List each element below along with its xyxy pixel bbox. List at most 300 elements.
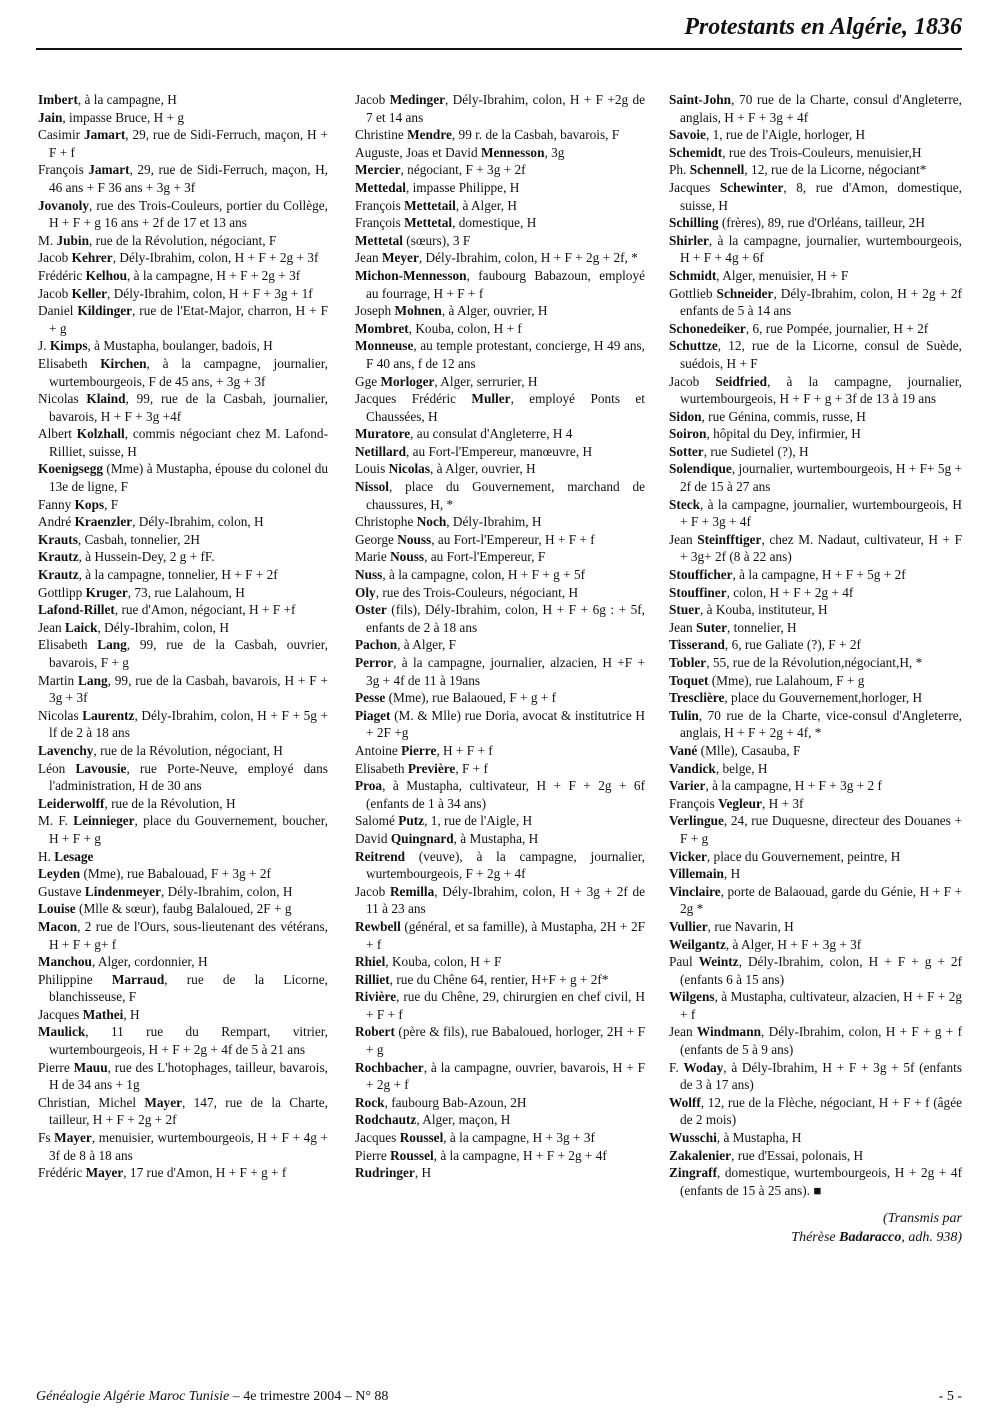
entry-surname: Leiderwolff — [38, 795, 105, 811]
entry-surname: Imbert — [38, 92, 78, 107]
entry-surname: Savoie — [669, 127, 706, 143]
entry — [38, 971, 328, 1006]
entry-details: , rue de la Révolution, négociant, F — [89, 232, 277, 248]
entry-surname: Steinfftiger — [697, 531, 762, 547]
entry-surname: Mombret — [355, 320, 409, 336]
entry-surname: Woday — [683, 1059, 724, 1075]
entry-details: , H — [123, 1006, 140, 1022]
entry — [669, 760, 962, 778]
entry-details: , 1, rue de l'Aigle, horloger, H — [705, 127, 866, 143]
entry-details: , 2 rue de l'Ours, sous-lieutenant des vétérans, H + F + g+ f — [49, 918, 328, 952]
entry-surname: Krauts — [38, 531, 78, 547]
entry-details: , à la campagne, H — [77, 92, 177, 107]
entry-surname: Stouffiner — [669, 584, 727, 600]
entry-surname: Putz — [398, 813, 425, 829]
entry-details: , impasse Philippe, H — [405, 179, 520, 195]
entry-details: , à Mustapha, cultivateur, H + F + 2g + 6f (enfants de 1 à 34 ans) — [366, 778, 645, 811]
entry — [669, 672, 962, 690]
entry-given-name: Jacob — [355, 883, 390, 899]
entry-details: , rue d'Essai, polonais, H — [731, 1147, 864, 1163]
entry — [355, 214, 645, 232]
entry-given-name: M. F. — [38, 813, 74, 829]
entry-given-name: Christophe — [355, 514, 417, 530]
entry — [669, 936, 962, 954]
entry — [38, 1164, 328, 1182]
entry — [38, 355, 328, 390]
entry-surname: Soiron — [669, 426, 707, 442]
entry-details: , chez M. Nadaut, cultivateur, H + F + 3g+ 2f (8 à 22 ans) — [680, 531, 962, 565]
entry-surname: Rock — [355, 1094, 385, 1110]
entry — [669, 1129, 962, 1147]
entry-surname: Nicolas — [388, 461, 430, 477]
entry-details: , à la campagne, H + 3g + 3f — [443, 1130, 595, 1146]
entry-details: , rue de la Révolution, H — [104, 795, 236, 811]
entry-details: , rue Sudietel (?), H — [703, 443, 809, 459]
column-1 — [38, 91, 328, 1182]
entry-details: , au consulat d'Angleterre, H 4 — [410, 426, 573, 442]
entry-surname: Rodchautz — [355, 1112, 417, 1128]
entry — [38, 795, 328, 813]
entry-details: , au temple protestant, concierge, H 49 ans, F 40 ans, f de 12 ans — [366, 338, 645, 371]
entry-surname: Kimps — [49, 338, 88, 354]
entry — [669, 320, 962, 338]
entry-surname: Sotter — [669, 443, 704, 459]
entry-details: , 99 r. de la Casbah, bavarois, F — [451, 127, 620, 143]
entry-surname: Monneuse — [355, 338, 414, 354]
entry-given-name: Antoine — [355, 742, 402, 758]
entry-surname: Leyden — [38, 866, 81, 882]
entry-given-name: Pierre — [38, 1059, 74, 1075]
entry-details: , rue des Trois-Couleurs, menuisier,H — [722, 144, 922, 160]
entry-given-name: Casimir — [38, 127, 84, 143]
entry-details: , F — [104, 496, 119, 512]
entry — [38, 267, 328, 285]
entry-surname: Stoufficher — [669, 567, 733, 583]
entry — [669, 285, 962, 320]
page-header-title: Protestants en Algérie, 1836 — [684, 14, 962, 40]
entry-details: , menuisier, wurtembourgeois, H + F + 4g + 3f de 8 à 18 ans — [49, 1130, 328, 1163]
entry-given-name: Jacques — [669, 179, 720, 195]
entry-given-name: Ph. — [669, 162, 690, 178]
entry-given-name: Jacques — [38, 1006, 83, 1022]
entry-details: , 17 rue d'Amon, H + F + g + f — [123, 1165, 287, 1181]
entry — [38, 285, 328, 303]
entry-given-name: Louis — [355, 461, 389, 477]
entry-given-name: Marie — [355, 549, 391, 565]
entry-surname: Robert — [355, 1024, 395, 1040]
entry-given-name: Frédéric — [38, 1165, 86, 1181]
entry-surname: Shirler — [669, 232, 709, 248]
entry — [355, 988, 645, 1023]
entry-surname: Mettedal — [355, 179, 406, 195]
entry-surname: Mendre — [407, 127, 452, 143]
entry-details: , 3g — [544, 144, 565, 160]
entry-surname: Rhiel — [355, 954, 386, 970]
entry — [355, 566, 645, 584]
entry — [669, 443, 962, 461]
entry-details: , rue des L'hotophages, tailleur, bavarois, H de 34 ans + 1g — [49, 1059, 329, 1093]
entry-details: , à Dély-Ibrahim, H + F + 3g + 5f (enfants de 3 à 17 ans) — [680, 1059, 962, 1093]
entry-surname: Mennesson — [480, 144, 545, 160]
entry-given-name: Frédéric — [38, 267, 86, 283]
entry-surname: Schuttze — [669, 338, 718, 354]
column-3 — [669, 91, 962, 1247]
entry — [669, 337, 962, 372]
entry-details: , à la campagne, journalier, wurtembourgeois, H + F + 3g + 4f — [680, 496, 962, 530]
entry — [355, 302, 645, 320]
credit-name: Badaracco — [839, 1230, 902, 1246]
entry-surname: Mettetal — [404, 215, 453, 231]
entry-surname: Steck — [669, 496, 701, 512]
entry-details: (Mme) à Mustapha, épouse du colonel du 13e de ligne, F — [49, 461, 328, 495]
entry-surname: Mayer — [54, 1130, 92, 1146]
entry-details: , Dély-Ibrahim, colon, H + F + g + 2f (enfants 6 à 15 ans) — [680, 954, 962, 987]
entry-details: , H + F + f — [436, 742, 493, 758]
credit-pre: Thérèse — [791, 1230, 840, 1246]
entry-given-name: Joseph — [355, 303, 395, 319]
entry-details: , rue des Trois-Couleurs, négociant, H — [375, 584, 579, 600]
entry — [669, 267, 962, 285]
entry-details: , 99, rue de la Casbah, bavarois, H + F + 3g + 3f — [49, 672, 328, 706]
entry-given-name: Nicolas — [38, 391, 87, 407]
entry-given-name: Nicolas — [38, 707, 83, 723]
entry-surname: Verlingue — [669, 813, 724, 829]
entry — [669, 496, 962, 531]
entry-details: , porte de Balaouad, garde du Génie, H + F + 2g * — [680, 883, 962, 917]
entry-surname: Rewbell — [355, 918, 401, 934]
entry-surname: Laurentz — [82, 707, 135, 723]
entry-surname: Kops — [74, 496, 105, 512]
credit-line-2 — [669, 1228, 962, 1247]
entry-surname: Windmann — [696, 1024, 761, 1040]
footer-citation — [36, 1389, 388, 1405]
entry-details: (fils), Dély-Ibrahim, colon, H + F + 6g : + 5f, enfants de 2 à 18 ans — [366, 602, 645, 635]
entry-details: , 55, rue de la Révolution,négociant,H, * — [706, 655, 923, 670]
entry-surname: Schmidt — [669, 267, 717, 283]
entry-details: , Dély-Ibrahim, colon, H — [97, 619, 229, 635]
entry-details: , 6, rue Pompée, journalier, H + 2f — [745, 320, 929, 336]
entry-surname: Wilgens — [669, 989, 715, 1005]
entry — [38, 1094, 328, 1129]
entry — [38, 760, 328, 795]
entry — [355, 848, 645, 883]
entry-details: , place du Gouvernement, peintre, H — [706, 848, 901, 864]
entry-details: , à Alger, H + F + 3g + 3f — [725, 936, 862, 952]
entry-surname: Vullier — [669, 918, 708, 934]
entry-given-name: M. — [38, 232, 57, 248]
entry-details: , négociant, F + 3g + 2f — [400, 162, 526, 178]
entry-surname: Pesse — [355, 690, 386, 706]
entry-surname: Pierre — [401, 742, 437, 758]
entry-surname: Lafond-Rillet — [38, 602, 115, 618]
entry — [669, 601, 962, 619]
entry-surname: Vané — [669, 742, 698, 758]
entry-details: , au Fort-l'Empereur, manœuvre, H — [405, 443, 593, 459]
entry-surname: Jubin — [56, 232, 90, 248]
entry-given-name: George — [355, 531, 398, 547]
entry-details: (Mme), rue Babalouad, F + 3g + 2f — [80, 866, 271, 882]
column-2 — [355, 91, 645, 1182]
entry — [38, 1006, 328, 1024]
entry — [669, 654, 962, 672]
entry-details: , Dély-Ibrahim, colon, H — [161, 883, 293, 899]
entry — [355, 161, 645, 179]
entry-details: , à Alger, H — [455, 197, 517, 213]
entry — [38, 390, 328, 425]
entry — [669, 179, 962, 214]
entry — [355, 460, 645, 478]
entry-details: , 24, rue Duquesne, directeur des Douanes + F + g — [680, 813, 962, 846]
entry — [355, 742, 645, 760]
entry-details: , rue de la Licorne, blanchisseuse, F — [49, 971, 328, 1005]
entry-surname: Lesage — [54, 848, 94, 864]
entry-details: , rue Génina, commis, russe, H — [701, 408, 866, 424]
entry-details: , à Alger, F — [397, 637, 457, 653]
entry — [355, 1129, 645, 1147]
entry-given-name: Jacob — [38, 250, 72, 266]
entry-details: , F + f — [455, 760, 488, 776]
entry-surname: Krautz — [38, 549, 79, 565]
entry — [355, 126, 645, 144]
entry-surname: Rivière — [355, 989, 397, 1005]
entry-details: , Dély-Ibrahim, colon, H + 3g + 2f de 11 à 23 ans — [366, 883, 646, 917]
entry-surname: Oster — [355, 602, 387, 618]
entry-given-name: H. — [38, 848, 55, 864]
entry-surname: Netillard — [355, 443, 406, 459]
entry — [38, 513, 328, 531]
entry-details: , 8, rue d'Amon, domestique, suisse, H — [680, 179, 962, 213]
entry-given-name: Jacob — [355, 92, 390, 107]
entry-details: , 147, rue de la Charte, tailleur, H + F + 2g + 2f — [49, 1094, 329, 1128]
entry-surname: Schewinter — [719, 179, 784, 195]
entry — [355, 1023, 645, 1058]
entry-details: , Dély-Ibrahim, colon, H + F + 5g + lf de 2 à 18 ans — [49, 707, 328, 741]
entry — [669, 795, 962, 813]
entry-details: , à Alger, ouvrier, H — [430, 461, 536, 477]
entry-details: , 29, rue de Sidi-Ferruch, maçon, H, 46 ans + F 36 ans + 3g + 3f — [49, 162, 328, 195]
entry-given-name: F. — [669, 1059, 684, 1075]
entry-given-name: Jean — [669, 531, 698, 547]
entry — [355, 707, 645, 742]
entry-given-name: Paul — [669, 954, 699, 970]
entry-surname: Kraenzler — [74, 514, 133, 530]
entry-details: , commis négociant chez M. Lafond-Rilliet, suisse, H — [49, 426, 328, 459]
footer-issue: – 4e trimestre 2004 – N° 88 — [229, 1389, 389, 1404]
entry — [355, 584, 645, 602]
entry — [669, 865, 962, 883]
entry-surname: Sidon — [669, 408, 702, 424]
entry-given-name: Christine — [355, 127, 408, 143]
page-number: - 5 - — [938, 1389, 962, 1404]
entry-surname: Lavenchy — [38, 742, 94, 758]
entry-given-name: Pierre — [355, 1147, 391, 1163]
entry-details: , Dély-Ibrahim, colon, H + F + 3g + 1f — [107, 285, 313, 301]
entry — [669, 953, 962, 988]
entry-surname: Rilliet — [355, 971, 390, 987]
entry-surname: Zingraff — [669, 1165, 718, 1181]
entry-details: , 73, rue Lalahoum, H — [127, 584, 245, 600]
entry-details: , à la campagne, H + F + 3g + 2 f — [705, 778, 882, 794]
entry-surname: Toquet — [669, 672, 709, 688]
entry-details: , rue de la Révolution, négociant, H — [93, 742, 283, 758]
entry-given-name: Christian, Michel — [38, 1094, 145, 1110]
entry-details: , 99, rue de la Casbah, ouvrier, bavarois, F + g — [49, 637, 328, 670]
entry-details: , employé Ponts et Chaussées, H — [366, 391, 645, 424]
entry-surname: Tisserand — [669, 637, 725, 653]
entry-details: , au Fort-l'Empereur, H + F + f — [431, 531, 595, 547]
entry-given-name: Jacob — [38, 285, 72, 301]
entry-given-name: François — [355, 197, 405, 213]
entry-surname: Vandick — [669, 760, 716, 776]
entry — [38, 425, 328, 460]
entry — [355, 760, 645, 778]
entry — [355, 267, 645, 302]
entry — [669, 636, 962, 654]
entry-surname: Vicker — [669, 848, 707, 864]
entry-details: , à la campagne, tonnelier, H + F + 2f — [78, 567, 278, 583]
entry — [355, 232, 645, 250]
entry-details: , rue Porte-Neuve, employé dans l'administration, H de 30 ans — [49, 760, 328, 794]
entry-details: , Kouba, colon, H + f — [408, 320, 522, 336]
entry — [669, 988, 962, 1023]
entry-details: , 6, rue Galiate (?), F + 2f — [724, 637, 861, 653]
entry — [355, 777, 645, 812]
entry — [669, 460, 962, 495]
entry-surname: Roussel — [390, 1147, 434, 1163]
entry — [38, 232, 328, 250]
entry-details: , à Mustapha, cultivateur, alzacien, H + F + 2g + f — [680, 989, 962, 1022]
entry-given-name: François — [669, 795, 719, 811]
entry — [669, 1023, 962, 1058]
entry-surname: Vinclaire — [669, 883, 721, 899]
entry-surname: Mettetal — [355, 232, 403, 248]
entry-surname: Mettetail — [404, 197, 456, 213]
entry-details: , tonnelier, H — [726, 619, 797, 635]
credit-block — [669, 1209, 962, 1247]
entry-given-name: Jacob — [669, 373, 716, 389]
entry — [355, 601, 645, 636]
entry — [38, 566, 328, 584]
entry-surname: Mayer — [144, 1094, 183, 1110]
entry — [355, 443, 645, 461]
entry-given-name: Albert — [38, 426, 77, 442]
entry-details: , à Kouba, instituteur, H — [700, 602, 828, 618]
entry-surname: Mayer — [85, 1165, 124, 1181]
entry — [669, 373, 962, 408]
entry-surname: Jamart — [83, 127, 126, 143]
entry-surname: Kirchen — [100, 355, 147, 371]
entry-given-name: Martin — [38, 672, 79, 688]
entry — [355, 320, 645, 338]
entry-surname: Lavousie — [75, 760, 127, 776]
entry-surname: Kelhou — [85, 267, 128, 283]
entry-surname: Louise — [38, 901, 76, 917]
entry-surname: Villemain — [669, 866, 724, 882]
entry-details: , Dély-Ibrahim, colon, H + F +2g de 7 et 14 ans — [366, 92, 645, 125]
entry-details: , Kouba, colon, H + F — [385, 954, 502, 970]
entry — [355, 144, 645, 162]
entry — [669, 619, 962, 637]
entry-details: (Mme), rue Balaoued, F + g + f — [385, 690, 557, 706]
entry — [355, 373, 645, 391]
entry-surname: Medinger — [389, 92, 445, 107]
entry-given-name: David — [355, 830, 391, 846]
entry-given-name: Philippine — [38, 971, 112, 987]
entry-surname: Suter — [695, 619, 727, 635]
entry-surname: Schonedeiker — [669, 320, 746, 336]
entry-surname: Wusschi — [669, 1130, 717, 1146]
entry — [669, 689, 962, 707]
entry-details: , Dély-Ibrahim, H — [446, 514, 542, 530]
entry — [355, 654, 645, 689]
entry-surname: Mohnen — [394, 303, 442, 319]
entry-surname: Lang — [97, 637, 127, 653]
entry-surname: Oly — [355, 584, 376, 600]
entry-details: , faubourg Babazoun, employé au fourrage, H + F + f — [366, 267, 645, 301]
entry — [669, 91, 962, 126]
entry-details: , à Mustapha, H — [716, 1130, 802, 1146]
entry-details: , Alger, cordonnier, H — [91, 954, 208, 970]
entry — [38, 126, 328, 161]
entry-surname: Krautz — [38, 567, 79, 583]
entry-details: , 11 rue du Rempart, vitrier, wurtembourgeois, H + F + 2g + 4f de 5 à 21 ans — [49, 1024, 328, 1058]
credit-line-1: (Transmis par — [883, 1211, 962, 1227]
entry-surname: Nuss — [355, 567, 383, 583]
entry — [669, 742, 962, 760]
entry-details: , rue du Chêne, 29, chirurgien en chef civil, H + F + f — [366, 989, 645, 1022]
entry-details: (veuve), à la campagne, journalier, wurtembourgeois, F + 2g + 4f — [366, 848, 645, 882]
entry — [355, 1111, 645, 1129]
entry-details: , Dély-Ibrahim, colon, H + 2g + 2f enfants de 5 à 14 ans — [680, 285, 963, 319]
entry — [355, 548, 645, 566]
entry-surname: Manchou — [38, 954, 92, 970]
entry-details: , Dély-Ibrahim, colon, H — [132, 514, 264, 530]
entry-details: , 70 rue de la Charte, vice-consul d'Angleterre, anglais, H + F + 2g + 4f, * — [680, 707, 962, 741]
entry-details: , rue du Chêne 64, rentier, H+F + g + 2f* — [389, 971, 609, 987]
entry-surname: Leinnieger — [73, 813, 135, 829]
entry-details: (M. & Mlle) rue Doria, avocat & institutrice H + 2F +g — [366, 707, 645, 741]
entry-given-name: Jean — [669, 1024, 697, 1040]
entry — [355, 830, 645, 848]
entry-surname: Meyer — [381, 250, 419, 266]
entry-surname: Tobler — [669, 655, 707, 670]
entry-details: , place du Gouvernement, boucher, H + F + g — [49, 813, 328, 846]
entry — [38, 496, 328, 514]
entry-surname: Quingnard — [390, 830, 454, 846]
entry-given-name: Elisabeth — [38, 637, 98, 653]
entry-details: , domestique, wurtembourgeois, H + 2g + 4f (enfants de 15 à 25 ans). ■ — [680, 1165, 962, 1198]
entry-given-name: Fs — [38, 1130, 55, 1146]
entry — [669, 566, 962, 584]
entry-given-name: Auguste, Joas et David — [355, 144, 481, 160]
entry — [355, 91, 645, 126]
entry — [669, 1059, 962, 1094]
entry — [355, 689, 645, 707]
entry-details: (frères), 89, rue d'Orléans, tailleur, 2H — [718, 215, 925, 231]
entry-surname: Perror — [355, 655, 394, 670]
entry-surname: Lang — [78, 672, 108, 688]
entry — [669, 812, 962, 847]
entry — [669, 707, 962, 742]
entry-details: (Mme), rue Lalahoum, F + g — [708, 672, 865, 688]
entry-details: , à la campagne, H + F + 5g + 2f — [732, 567, 906, 583]
entry — [38, 865, 328, 883]
entry-details: , Alger, menuisier, H + F — [716, 267, 849, 283]
entry-details: (Mlle), Casauba, F — [697, 742, 801, 758]
entry-surname: Schemidt — [669, 144, 723, 160]
entry-details: , à la campagne, journalier, wurtembourgeois, H + F + g + 3f de 13 à 19 ans — [680, 373, 962, 407]
entry-surname: Muller — [471, 391, 511, 407]
